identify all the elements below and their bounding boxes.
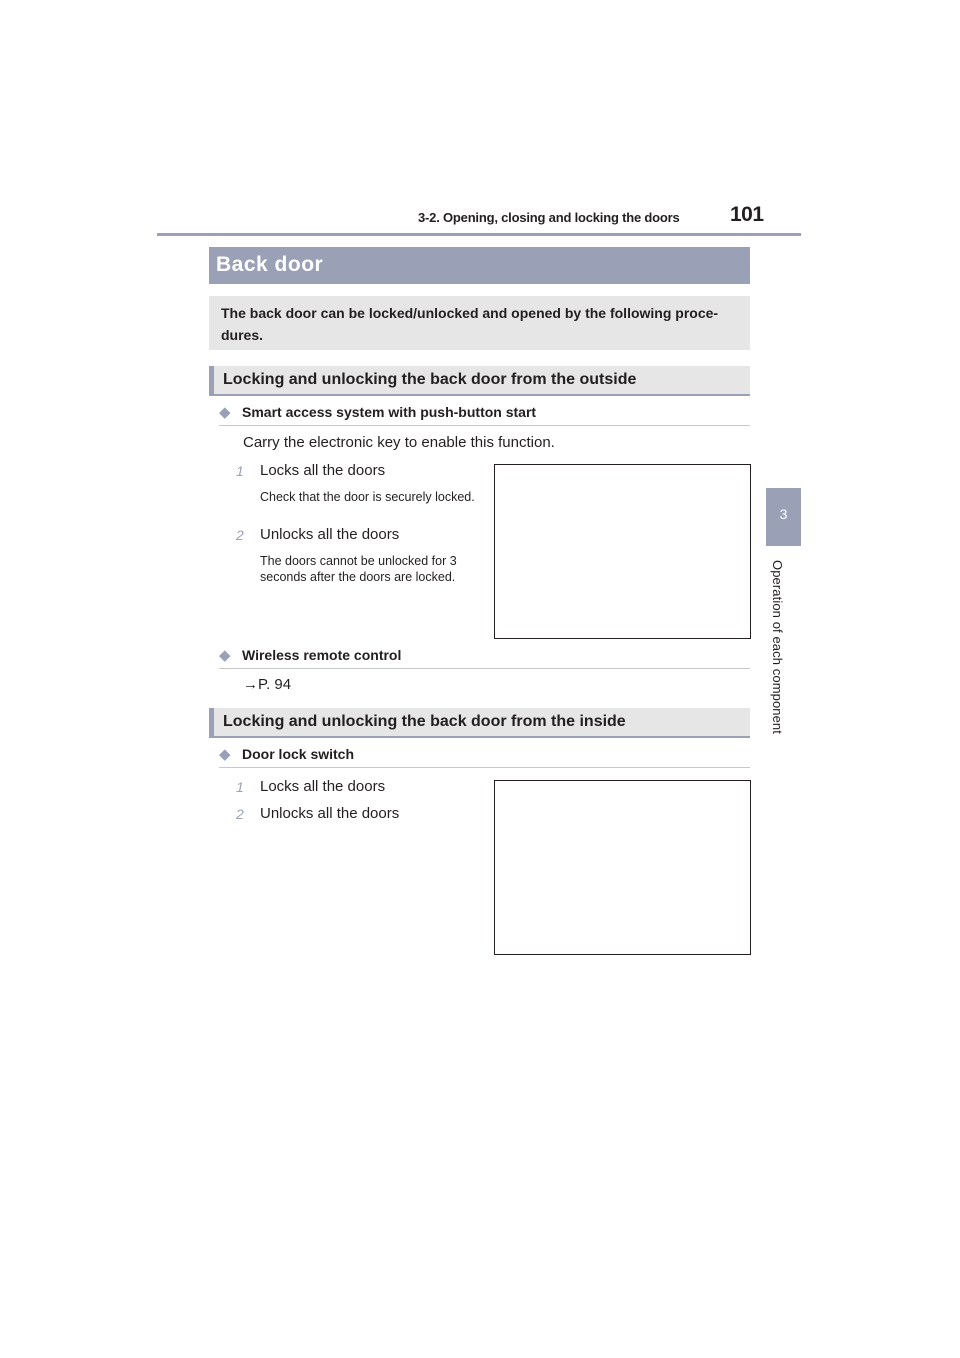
diamond-bullet-icon: ◆: [219, 746, 231, 763]
door-lock-switch-heading: [219, 745, 750, 768]
intro-box: [209, 296, 750, 350]
switch-step-number-1: 1: [236, 779, 244, 795]
remote-page-reference: →P. 94: [243, 676, 292, 693]
door-lock-switch-title: Door lock switch: [242, 746, 355, 762]
step-label-lock: Locks all the doors: [260, 462, 386, 479]
switch-step-number-2: 2: [236, 806, 244, 822]
section-title-bar: [209, 247, 750, 284]
intro-text: The back door can be locked/unlocked and opened by the following proce-dures.: [221, 305, 719, 343]
smart-access-text: Carry the electronic key to enable this function.: [243, 434, 555, 451]
step-number-1: 1: [236, 463, 244, 479]
chapter-number: 3: [779, 506, 788, 522]
remote-title: Wireless remote control: [242, 647, 402, 663]
smart-access-heading: [219, 403, 750, 426]
remote-heading: [219, 646, 750, 669]
chapter-tab: [766, 488, 801, 546]
subsection-inside-bar: [209, 708, 750, 738]
page-number: 101: [730, 203, 764, 226]
step-label-unlock: Unlocks all the doors: [260, 526, 400, 543]
subsection-outside-bar: [209, 366, 750, 396]
smart-access-title: Smart access system with push-button start: [242, 404, 537, 420]
diamond-bullet-icon: ◆: [219, 647, 231, 664]
running-head: 3-2. Opening, closing and locking the doors: [418, 210, 680, 225]
section-title: Back door: [216, 253, 324, 276]
subsection-outside-title: Locking and unlocking the back door from the outside: [223, 371, 637, 388]
switch-step-label-lock: Locks all the doors: [260, 778, 386, 795]
subsection-inside-title: Locking and unlocking the back door from the inside: [223, 713, 626, 730]
step-number-2: 2: [236, 527, 244, 543]
figure-outside-placeholder: [494, 464, 751, 639]
figure-inside-placeholder: [494, 780, 751, 955]
header-rule: [157, 233, 801, 236]
switch-step-label-unlock: Unlocks all the doors: [260, 805, 400, 822]
chapter-title: Operation of each component: [770, 560, 785, 734]
diamond-bullet-icon: ◆: [219, 404, 231, 421]
step-note-lock: Check that the door is securely locked.: [260, 490, 475, 504]
step-note-unlock: The doors cannot be unlocked for 3 seconds after the doors are locked.: [260, 554, 457, 584]
